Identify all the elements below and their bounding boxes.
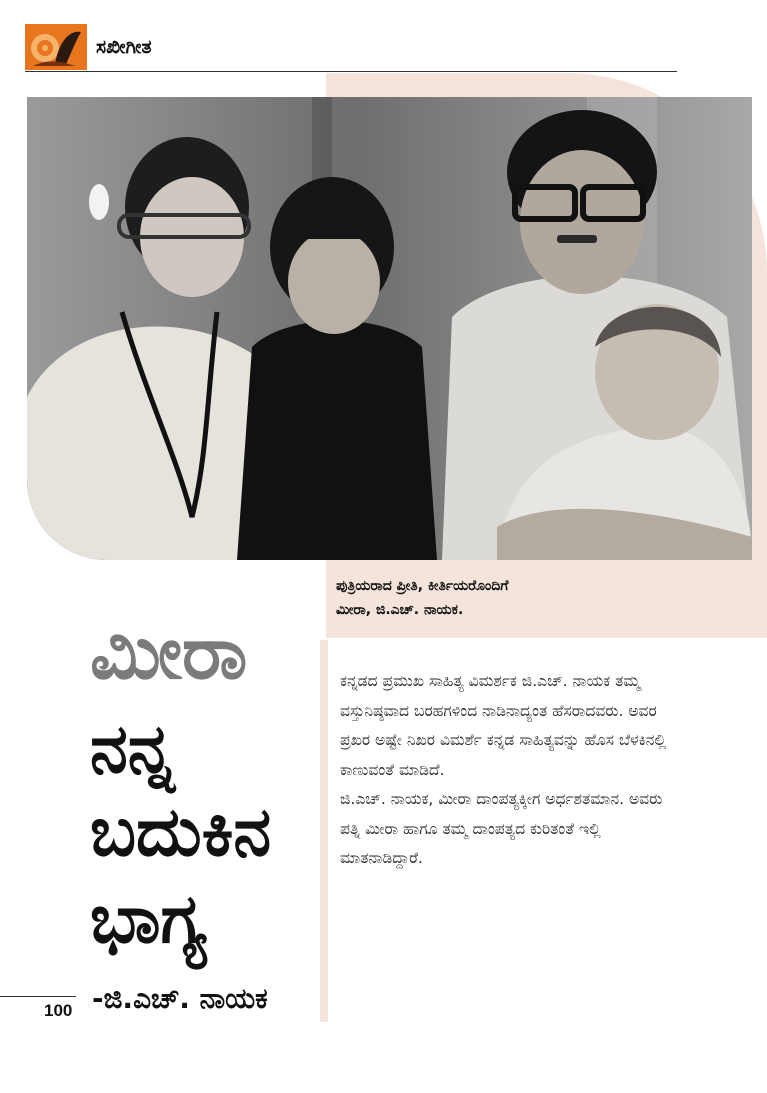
- caption-line: ಮೀರಾ, ಜಿ.ಎಚ್. ನಾಯಕ.: [336, 602, 464, 618]
- photo-caption: [336, 574, 636, 622]
- page-number: 100: [44, 1001, 73, 1020]
- intro-paragraph: ಜಿ.ಎಚ್. ನಾಯಕ, ಮೀರಾ ದಾಂಪತ್ಯಕ್ಕೀಗ ಅರ್ಧಶತಮಾನ. ಅವರು ಪತ್ನಿ ಮೀರಾ ಹಾಗೂ ತಮ್ಮ ದಾಂಪತ್ಯದ ಕುರಿತಂತೆ ಇಲ್ಲಿ ಮಾತನಾಡಿದ್ದಾರೆ.: [340, 790, 663, 867]
- column-divider: [320, 640, 328, 1022]
- section-title: ಸಖೀಗೀತ: [96, 36, 152, 58]
- article-title-name: ಮೀರಾ: [90, 610, 248, 696]
- magazine-logo-icon: [25, 24, 87, 70]
- author-byline: -ಜಿ.ಎಚ್. ನಾಯಕ: [92, 982, 268, 1015]
- article-intro: [340, 667, 685, 874]
- intro-paragraph: ಕನ್ನಡದ ಪ್ರಮುಖ ಸಾಹಿತ್ಯ ವಿಮರ್ಶಕ ಜಿ.ಎಚ್. ನಾಯಕ ತಮ್ಮ ವಸ್ತುನಿಷ್ಠವಾದ ಬರಹಗಳಿಂದ ನಾಡಿನಾದ್ಯಂತ ಹೆಸರಾದವರು. ಅವರ ಪ್ರಖರ ಅಷ್ಟೇ ನಿಖರ ವಿಮರ್ಶೆ ಕನ್ನಡ ಸಾಹಿತ್ಯವನ್ನು ಹೊಸ ಬೆಳಕಿನಲ್ಲಿ ಕಾಣುವಂತೆ ಮಾಡಿದೆ.: [340, 672, 667, 779]
- family-photo: [27, 97, 752, 560]
- article-title-line: ಭಾಗ್ಯ: [90, 880, 207, 959]
- caption-line: ಪುತ್ರಿಯರಾದ ಪ್ರೀತಿ, ಕೀರ್ತಿಯರೊಂದಿಗೆ: [336, 578, 509, 594]
- article-title-line: ನನ್ನ: [90, 710, 175, 789]
- article-title-line: ಬದುಕಿನ: [90, 793, 272, 872]
- footer-divider: [0, 996, 76, 997]
- header-divider: [25, 71, 677, 72]
